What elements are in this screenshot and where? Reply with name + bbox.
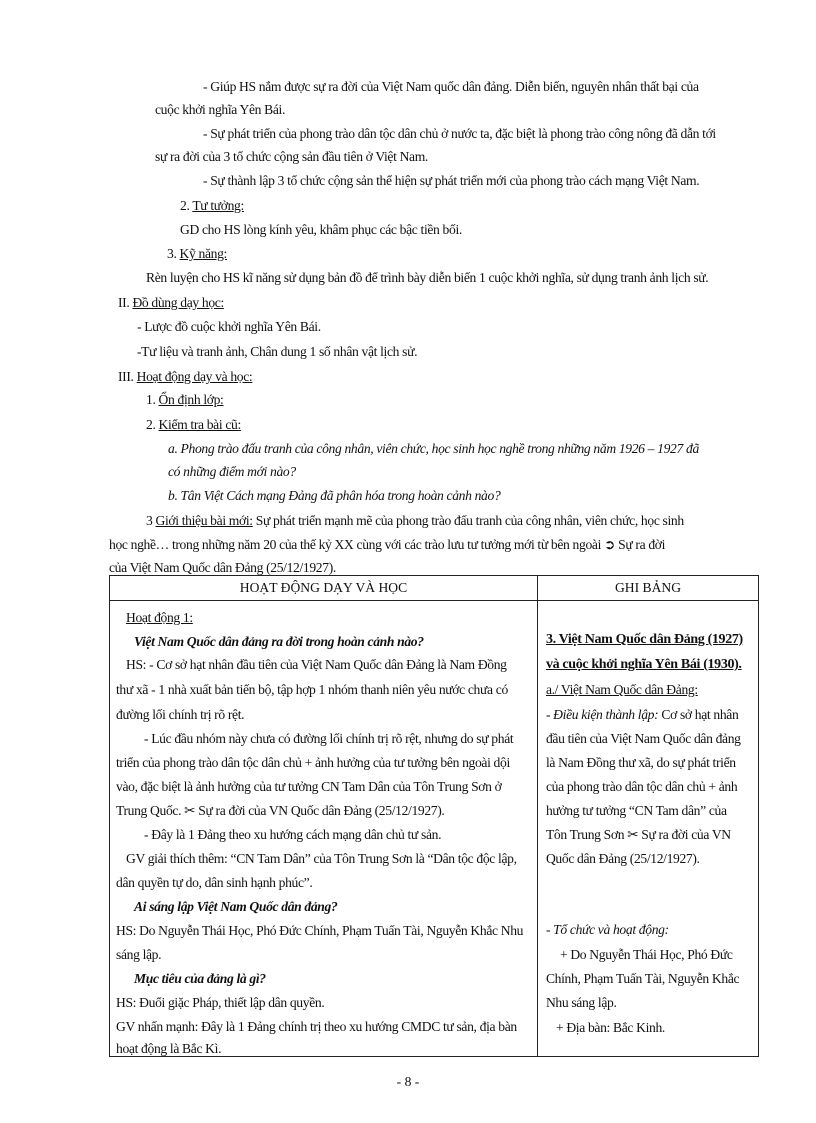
page-number: - 8 - [396,1074,420,1089]
board-subheading: a./ Việt Nam Quốc dân Đảng: [545,682,698,697]
answer-2-line-4: Trung Quốc. ✂ Sự ra đời của VN Quốc dân Đảng (25/12/1927). [116,803,445,818]
board-heading-line-1: 3. Việt Nam Quốc dân Đảng (1927) [545,632,743,647]
activities-cell [110,601,538,1057]
objective-line-5: - Sự thành lập 3 tổ chức cộng sản thể hiện sự phát triển mới của phong trào cách mạng Việt Nam. [203,173,700,188]
step-2-heading: 2. Kiểm tra bài cũ: [146,417,241,432]
column-header-activities: HOẠT ĐỘNG DẠY VÀ HỌC [110,576,538,601]
conditions-line-4: của phong trào dân tộc dân chủ + ảnh [545,779,738,794]
conditions-line-2: đầu tiên của Việt Nam Quốc dân đảng [545,731,741,746]
thought-text: GD cho HS lòng kính yêu, khâm phục các bậc tiền bối. [180,222,462,237]
conditions-line-6: Tôn Trung Sơn ✂ Sự ra đời của VN [545,827,731,842]
board-heading-line-2: và cuộc khởi nghĩa Yên Bái (1930). [545,657,742,672]
skill-text: Rèn luyện cho HS kĩ năng sử dụng bản đồ để trình bày diễn biến 1 cuộc khởi nghĩa, sử dụng tranh ảnh lịch sử. [146,270,709,285]
answer-goal: HS: Đuổi giặc Pháp, thiết lập dân quyền. [116,995,325,1010]
answer-1-line-3: đường lối chính trị rõ rệt. [116,707,245,722]
section-3-heading: III. Hoạt động dạy và học: [118,369,253,384]
answer-1-line-2: thư xã - 1 nhà xuất bản tiến bộ, tập hợp 1 nhóm thanh niên yêu nước chưa có [116,682,508,697]
activity-question-2: Ai sáng lập Việt Nam Quốc dân đảng? [134,899,338,914]
answer-2-line-2: triển của phong trào dân tộc dân chủ + ảnh hưởng của tư tưởng bên ngoài dội [116,755,510,770]
answer-founders-line-2: sáng lập. [116,947,162,962]
objective-line-2: cuộc khởi nghĩa Yên Bái. [155,102,286,117]
organization-line-4: + Địa bàn: Bắc Kinh. [555,1020,665,1035]
organization-line-2: Chính, Phạm Tuấn Tài, Nguyễn Khắc [545,971,740,986]
teacher-note-line-2: dân quyền tự do, dân sinh hạnh phúc”. [116,875,313,890]
organization-line-1: + Do Nguyễn Thái Học, Phó Đức [559,947,733,962]
materials-item-2: -Tư liệu và tranh ảnh, Chân dung 1 số nhân vật lịch sử. [137,344,418,359]
step-3-line-2: học nghề… trong những năm 20 của thế kỷ XX cùng với các trào lưu tư tưởng mới từ bên ngoài ➲ Sự ra đời [109,537,666,552]
review-question-b: b. Tân Việt Cách mạng Đảng đã phân hóa trong hoàn cảnh nào? [168,488,501,503]
objective-line-4: sự ra đời của 3 tổ chức cộng sản đầu tiên ở Việt Nam. [155,149,428,164]
teacher-emphasis-line-2: hoạt động là Bắc Kì. [116,1041,222,1056]
review-question-a-line-1: a. Phong trào đấu tranh của công nhân, viên chức, học sinh học nghề trong những năm 1926 – 1927 đã [168,441,699,456]
skill-heading: 3. Kỹ năng: [167,246,227,261]
teacher-note-line-1: GV giải thích thêm: “CN Tam Dân” của Tôn Trung Sơn là “Dân tộc độc lập, [126,851,517,866]
section-2-heading: II. Đồ dùng dạy học: [118,295,224,310]
answer-1-line-1: HS: - Cơ sở hạt nhân đầu tiên của Việt Nam Quốc dân Đảng là Nam Đồng [126,657,507,672]
board-notes-cell [537,601,758,1057]
answer-2-line-3: vào, đặc biệt là ảnh hưởng của tư tưởng CN Tam Dân của Tôn Trung Sơn ở [116,779,502,794]
conditions-line-1: - Điều kiện thành lập: Cơ sở hạt nhân [545,707,739,722]
materials-item-1: - Lược đồ cuộc khởi nghĩa Yên Bái. [137,319,321,334]
conditions-line-3: là Nam Đồng thư xã, do sự phát triển [545,755,736,770]
organization-line-3: Nhu sáng lập. [545,995,617,1010]
step-1-heading: 1. Ổn định lớp: [146,392,224,407]
objective-line-1: - Giúp HS nắm được sự ra đời của Việt Nam quốc dân đảng. Diễn biến, nguyên nhân thất bại của [203,79,699,94]
teacher-emphasis-line-1: GV nhấn mạnh: Đây là 1 Đảng chính trị theo xu hướng CMDC tư sản, địa bàn [116,1019,517,1034]
thought-heading: 2. Tư tưởng: [180,198,244,213]
activity-question-3: Mục tiêu của đảng là gì? [134,971,266,986]
activity-question-1: Việt Nam Quốc dân đảng ra đời trong hoàn cảnh nào? [134,634,424,649]
activity-1-heading: Hoạt động 1: [126,610,193,625]
lesson-table [109,575,759,1057]
conditions-line-5: hưởng tư tưởng “CN Tam dân” của [545,803,727,818]
answer-founders-line-1: HS: Do Nguyễn Thái Học, Phó Đức Chính, Phạm Tuấn Tài, Nguyễn Khắc Nhu [116,923,524,938]
column-header-board-notes: GHI BẢNG [537,576,758,601]
answer-2-line-1: - Lúc đầu nhóm này chưa có đường lối chính trị rõ rệt, nhưng do sự phát [144,731,514,746]
step-3-line-1: 3 Giới thiệu bài mới: Sự phát triển mạnh mẽ của phong trào đấu tranh của công nhân, viên chức, học sinh [146,513,684,528]
step-3-line-3: của Việt Nam Quốc dân Đảng (25/12/1927). [109,560,336,575]
objective-line-3: - Sự phát triển của phong trào dân tộc dân chủ ở nước ta, đặc biệt là phong trào công nông đã dẫn tới [203,126,716,141]
review-question-a-line-2: có những điểm mới nào? [168,464,296,479]
answer-3: - Đây là 1 Đảng theo xu hướng cách mạng dân chủ tư sản. [144,827,442,842]
organization-label: - Tổ chức và hoạt động: [545,922,669,937]
conditions-line-7: Quốc dân Đảng (25/12/1927). [545,851,700,866]
